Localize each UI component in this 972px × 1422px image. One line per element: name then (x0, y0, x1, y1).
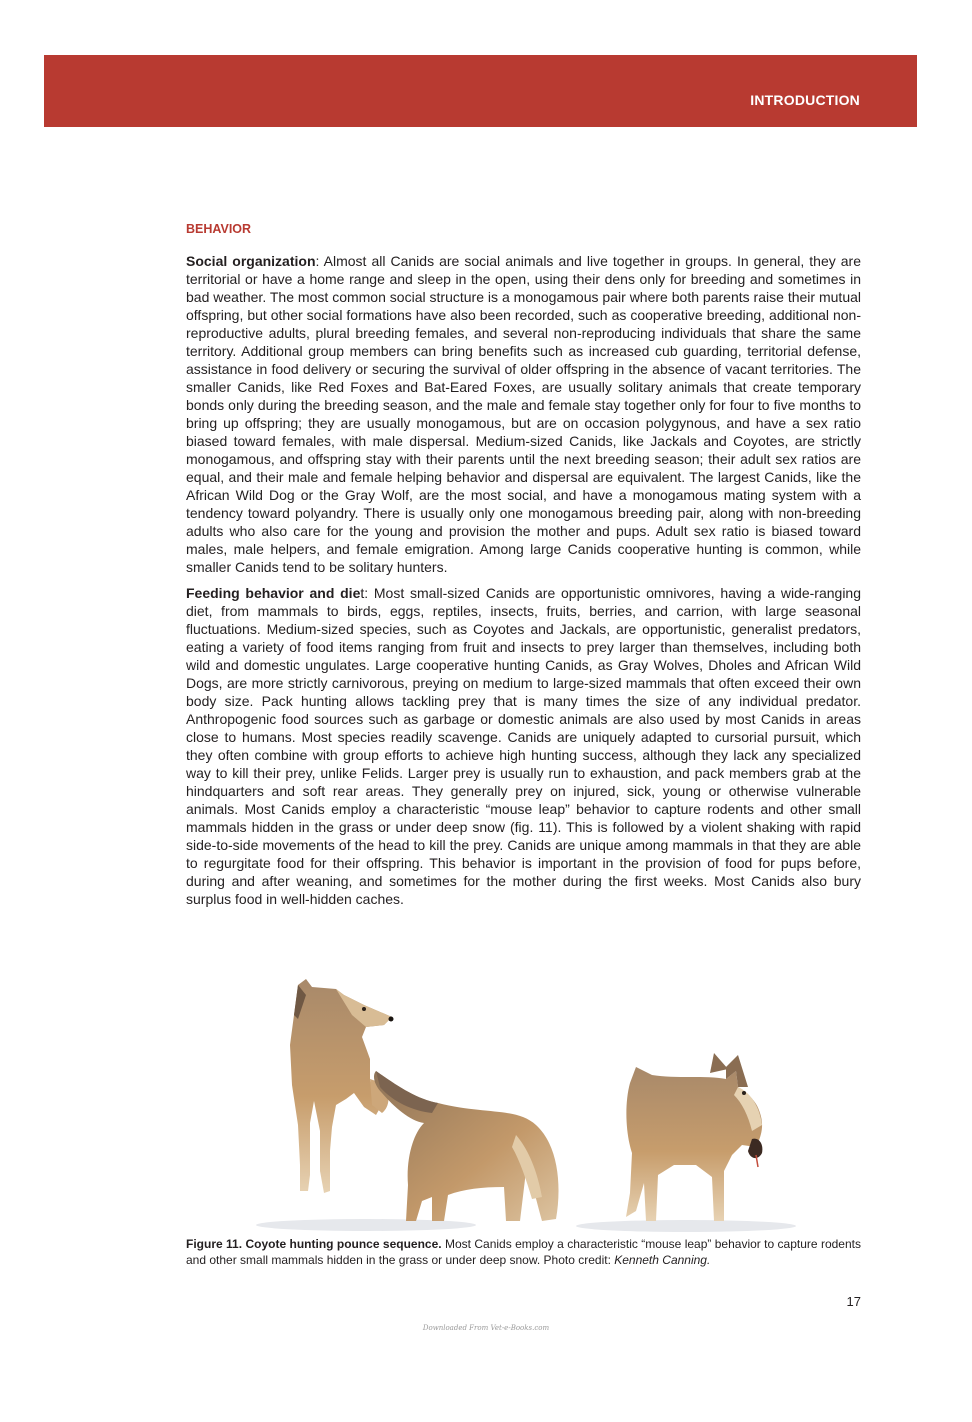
figure-caption-text: Most Canids employ a characteristic “mouse leap” behavior to capture rodents and other small mammals hidden in the grass or under deep snow. Photo credit: (186, 1237, 861, 1267)
paragraph-text: : Almost all Canids are social animals and live together in groups. In general, they are territorial or have a home range and sleep in the open, using their dens only for breeding and sometimes in bad weather. The most common social structure is a monogamous pair where both parents raise their mutual offspring, but other social formations have also been recorded, such as cooperative breeding, additional non-reproductive adults, plural breeding females, and several non-reproducing individuals that share the same territory. Additional group members can bring benefits such as increased cub guarding, territorial defense, assistance in food delivery or securing the survival of older offspring in the absence of vacant territories. The smaller Canids, like Red Foxes and Bat-Eared Foxes, are usually solitary animals that create temporary bonds only during the breeding season, and the male and female stay together only for four to five months to bring up offspring; they are usually monogamous, but are on occasion polygynous, and have a sex ratio biased toward females, with male dispersal. Medium-sized Canids, like Jackals and Coyotes, are strictly monogamous, and offspring stay with their parents until the next breeding season; their adult sex ratios are equal, and their male and female helping behavior and dispersal are equivalent. The largest Canids, like the African Wild Dog or the Gray Wolf, are the most social, and have a monogamous mating system with a tendency toward polyandry. There is usually only one monogamous breeding pair, along with non-breeding adults who also care for the young and provision the mother and pups. Adult sex ratio is biased toward males, male helpers, and female emigration. Among large Canids cooperative hunting is common, while smaller Canids tend to be solitary hunters. (186, 253, 861, 575)
paragraph-text: t: Most small-sized Canids are opportunistic omnivores, having a wide-ranging diet, from mammals to birds, eggs, reptiles, insects, fruits, berries, and carrion, with large seasonal fluctuations. Medium-sized species, such as Coyotes and Jackals, are opportunistic, generalist predators, eating a variety of food items ranging from fruit and insects to prey larger than themselves, including both wild and domestic ungulates. Large cooperative hunting Canids, as Gray Wolves, Dholes and African Wild Dogs, are more strictly carnivorous, preying on medium to large-sized mammals that often exceed their own body size. Pack hunting allows tackling prey that is many times the size of any individual predator. Anthropogenic food sources such as garbage or domestic animals are also used by most Canids in areas close to humans. Most species readily scavenge. Canids are uniquely adapted to cursorial pursuit, which they often combine with group efforts to achieve high hunting success, although they lack any specialized way to kill their prey, unlike Felids. Larger prey is usually run to exhaustion, and pack members grab at the hindquarters and soft rear areas. They generally prey on injured, sick, young or otherwise vulnerable animals. Most Canids employ a characteristic “mouse leap” behavior to capture rodents and other small mammals hidden in the grass or under deep snow (fig. 11). This is followed by a violent shaking with rapid side-to-side movements of the head to kill the prey. Canids are unique among mammals in that they are able to regurgitate food for their offspring. This behavior is important in the provision of food for pups before, during and after weaning, and sometimes for the mother during the first weeks. Most Canids also bury surplus food in well-hidden caches. (186, 585, 861, 907)
figure-coyote-photo (186, 975, 861, 1233)
paragraph-social-organization (186, 252, 861, 576)
section-title: INTRODUCTION (750, 92, 860, 108)
coyote-photo-illustration (186, 975, 861, 1233)
paragraph-feeding-behavior (186, 584, 861, 908)
paragraph-lead: Social organization (186, 253, 316, 269)
header-banner (44, 55, 917, 127)
photo-credit: Kenneth Canning. (614, 1253, 711, 1267)
page-number: 17 (846, 1294, 861, 1309)
snow-shadow (576, 1220, 796, 1232)
figure-caption (186, 1236, 861, 1268)
main-content (186, 222, 861, 916)
paragraph-lead: Feeding behavior and die (186, 585, 361, 601)
figure-label: Figure 11. Coyote hunting pounce sequence. (186, 1237, 442, 1251)
watermark: Downloaded From Vet-e-Books.com (422, 1324, 550, 1332)
section-heading: BEHAVIOR (186, 222, 252, 236)
